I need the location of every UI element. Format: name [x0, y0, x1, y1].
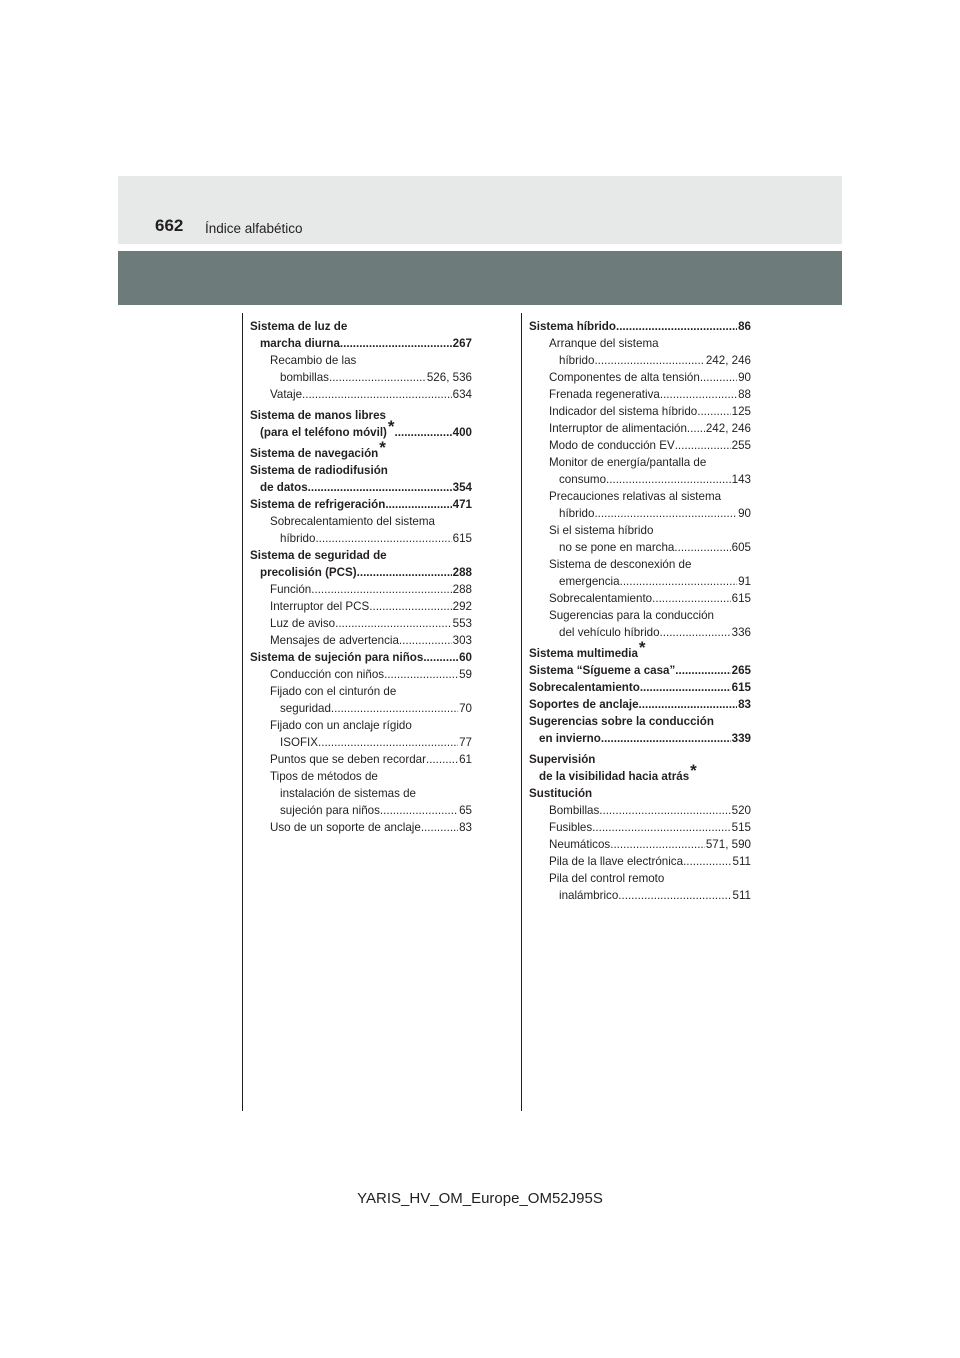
index-entry-text: ISOFIX	[280, 736, 319, 749]
dot-leader	[594, 352, 704, 369]
dot-leader	[610, 836, 705, 853]
dot-leader	[384, 666, 458, 683]
page-reference: 65	[459, 804, 472, 817]
index-entry	[529, 590, 751, 607]
page-reference: 526, 536	[426, 371, 472, 384]
index-entry	[250, 632, 472, 649]
dot-leader	[395, 424, 452, 441]
page-reference: 255	[731, 439, 751, 452]
index-entry	[529, 318, 751, 335]
dot-leader	[421, 819, 458, 836]
index-entry	[250, 386, 472, 403]
index-entry-text: de la visibilidad hacia atrás	[539, 770, 690, 783]
page-reference: 86	[738, 320, 751, 333]
index-entry	[529, 522, 751, 556]
page-reference: 242, 246	[705, 422, 751, 435]
index-entry-text: Vataje	[270, 388, 303, 401]
index-entry	[250, 513, 472, 547]
dot-leader	[683, 853, 731, 870]
index-entry-text: Monitor de energía/pantalla de	[549, 456, 707, 469]
dot-leader	[423, 649, 458, 666]
dot-leader	[318, 734, 458, 751]
index-entry-text: inalámbrico	[559, 889, 619, 902]
page-reference: 91	[738, 575, 751, 588]
index-entry-text: Modo de conducción EV	[549, 439, 675, 452]
index-entry	[529, 420, 751, 437]
index-entry	[250, 768, 472, 819]
dot-leader	[601, 730, 731, 747]
index-entry-text: Componentes de alta tensión	[549, 371, 700, 384]
index-entry	[529, 836, 751, 853]
page-reference: 242, 246	[705, 354, 751, 367]
index-entry	[250, 751, 472, 768]
index-entry	[250, 318, 472, 352]
index-entry-text: seguridad	[280, 702, 331, 715]
dot-leader	[380, 802, 458, 819]
index-entry-text: Sistema de seguridad de	[250, 549, 387, 562]
page-reference: 339	[731, 732, 751, 745]
index-entry-text: Uso de un soporte de anclaje	[270, 821, 421, 834]
page-number: 662	[155, 216, 184, 235]
index-entry-text: Fijado con el cinturón de	[270, 685, 397, 698]
index-entry-text: sujeción para niños	[280, 804, 380, 817]
index-entry-text: Sugerencias sobre la conducción	[529, 715, 714, 728]
index-entry	[250, 547, 472, 581]
page-reference: 605	[731, 541, 751, 554]
dot-leader	[592, 819, 730, 836]
page-reference: 571, 590	[705, 838, 751, 851]
page-reference: 267	[452, 337, 472, 350]
dot-leader	[369, 598, 451, 615]
index-entry-text: (para el teléfono móvil)	[260, 426, 387, 439]
page-reference: 303	[452, 634, 472, 647]
document-code: YARIS_HV_OM_Europe_OM52J95S	[357, 1190, 603, 1207]
index-entry-text: Sugerencias para la conducción	[549, 609, 714, 622]
index-entry-text: Sistema “Sígueme a casa”	[529, 664, 676, 677]
index-entry-text: Sistema de navegación	[250, 447, 379, 460]
page-reference: 354	[452, 481, 472, 494]
index-entry-text: Interruptor del PCS	[270, 600, 370, 613]
index-entry-text: en invierno	[539, 732, 601, 745]
dot-leader	[399, 632, 452, 649]
dot-leader	[329, 369, 426, 386]
index-entry	[529, 785, 751, 802]
index-entry	[529, 870, 751, 904]
index-entry	[529, 437, 751, 454]
page-reference: 59	[459, 668, 472, 681]
index-entry-text: Conducción con niños	[270, 668, 385, 681]
index-entry	[529, 853, 751, 870]
dot-leader	[675, 437, 731, 454]
index-entry-text: del vehículo híbrido	[559, 626, 660, 639]
index-entry	[250, 581, 472, 598]
page-reference: 400	[452, 426, 472, 439]
dot-leader	[640, 679, 731, 696]
dot-leader	[616, 318, 737, 335]
index-entry-text: Interruptor de alimentación	[549, 422, 687, 435]
index-entry-text: precolisión (PCS)	[260, 566, 357, 579]
page-reference: 553	[452, 617, 472, 630]
index-entry-text: Luz de aviso	[270, 617, 336, 630]
index-entry-text: Pila del control remoto	[549, 872, 665, 885]
index-entry	[250, 649, 472, 666]
dot-leader	[385, 496, 451, 513]
column-rule-middle	[521, 313, 522, 1111]
index-entry	[250, 598, 472, 615]
page-reference: 60	[459, 651, 472, 664]
index-column-right	[529, 318, 751, 904]
index-entry-text: Neumáticos	[549, 838, 611, 851]
dot-leader	[660, 386, 737, 403]
index-entry-text: Tipos de métodos de	[270, 770, 378, 783]
dot-leader	[340, 335, 452, 352]
index-entry	[250, 666, 472, 683]
index-entry-text: Supervisión	[529, 753, 596, 766]
index-entry	[529, 662, 751, 679]
index-entry-text: híbrido	[559, 354, 595, 367]
dot-leader	[308, 479, 452, 496]
index-entry-text: Sobrecalentamiento	[549, 592, 653, 605]
section-title: Índice alfabético	[205, 221, 303, 236]
index-entry	[529, 369, 751, 386]
dot-leader	[618, 887, 731, 904]
index-entry-text: Sistema de radiodifusión	[250, 464, 388, 477]
page-reference: 615	[731, 681, 751, 694]
index-entry-text: Fusibles	[549, 821, 593, 834]
page-reference: 288	[452, 566, 472, 579]
index-entry-text: bombillas	[280, 371, 329, 384]
dot-leader	[302, 386, 452, 403]
index-entry	[250, 352, 472, 386]
dot-leader	[315, 530, 451, 547]
column-rule-left	[242, 313, 243, 1111]
page-reference: 77	[459, 736, 472, 749]
index-entry	[529, 679, 751, 696]
index-column-left	[250, 318, 472, 836]
page-reference: 511	[732, 855, 751, 868]
page-reference: 90	[738, 371, 751, 384]
page-reference: 288	[452, 583, 472, 596]
index-entry	[250, 819, 472, 836]
index-entry	[250, 496, 472, 513]
dot-leader	[652, 590, 731, 607]
page-reference: 125	[731, 405, 751, 418]
index-entry-text: Puntos que se deben recordar	[270, 753, 426, 766]
index-entry-text: instalación de sistemas de	[280, 787, 416, 800]
index-entry-text: Sistema de desconexión de	[549, 558, 692, 571]
page-reference: 615	[452, 532, 472, 545]
dot-leader	[620, 573, 738, 590]
index-entry: Sistema multimedia *	[529, 638, 646, 660]
index-entry-text: Frenada regenerativa	[549, 388, 660, 401]
dot-leader	[357, 564, 452, 581]
index-entry	[529, 713, 751, 747]
index-entry	[529, 403, 751, 420]
page-reference: 70	[459, 702, 472, 715]
dot-leader	[660, 624, 731, 641]
dot-leader	[639, 696, 738, 713]
page-reference: 265	[731, 664, 751, 677]
index-entry	[529, 488, 751, 522]
index-entry-text: Sistema de sujeción para niños	[250, 651, 424, 664]
index-entry-text: Bombillas	[549, 804, 600, 817]
index-entry-text: Recambio de las	[270, 354, 357, 367]
dot-leader	[674, 539, 730, 556]
index-entry	[529, 802, 751, 819]
index-entry-text: Indicador del sistema híbrido	[549, 405, 698, 418]
dot-leader	[697, 403, 730, 420]
index-entry-text: Mensajes de advertencia	[270, 634, 399, 647]
dot-leader	[700, 369, 737, 386]
dot-leader	[687, 420, 705, 437]
index-entry-text: híbrido	[280, 532, 316, 545]
dot-leader	[335, 615, 452, 632]
index-entry-text: consumo	[559, 473, 607, 486]
page-reference: 292	[452, 600, 472, 613]
index-entry-text: Precauciones relativas al sistema	[549, 490, 722, 503]
page-reference: 88	[738, 388, 751, 401]
index-entry-text: Fijado con un anclaje rígido	[270, 719, 412, 732]
dot-leader	[599, 802, 730, 819]
page-reference: 615	[731, 592, 751, 605]
index-entry	[250, 615, 472, 632]
page-reference: 634	[452, 388, 472, 401]
index-entry-text: Arranque del sistema	[549, 337, 659, 350]
index-entry-text: marcha diurna	[260, 337, 340, 350]
index-entry: Sistema de manos libres (para el teléfono móvil) * ..... 400	[250, 403, 472, 441]
dot-leader	[675, 662, 730, 679]
index-entry-text: emergencia	[559, 575, 620, 588]
page-reference: 61	[459, 753, 472, 766]
index-entry	[250, 683, 472, 717]
index-entry-text: Sistema multimedia	[529, 647, 638, 660]
dot-leader	[311, 581, 451, 598]
index-entry	[250, 462, 472, 496]
index-entry-text: Sistema de manos libres	[250, 409, 386, 422]
index-entry-text: Sistema de refrigeración	[250, 498, 386, 511]
index-entry-text: de datos	[260, 481, 308, 494]
index-entry-text: Función	[270, 583, 312, 596]
page-reference: 336	[731, 626, 751, 639]
index-entry: Supervisión de la visibilidad hacia atrás *	[529, 753, 697, 783]
index-entry	[529, 454, 751, 488]
index-entry-text: no se pone en marcha	[559, 541, 675, 554]
index-entry: Sistema de navegación *	[250, 438, 386, 460]
page-reference: 143	[731, 473, 751, 486]
dot-leader	[606, 471, 731, 488]
index-entry-text: Si el sistema híbrido	[549, 524, 654, 537]
dot-leader	[426, 751, 458, 768]
page-reference: 515	[731, 821, 751, 834]
index-entry-text: Sobrecalentamiento del sistema	[270, 515, 435, 528]
index-entry-text: Sustitución	[529, 787, 593, 800]
index-entry	[529, 386, 751, 403]
index-entry	[529, 556, 751, 590]
dot-leader	[594, 505, 737, 522]
page-reference: 511	[732, 889, 751, 902]
page-reference: 83	[459, 821, 472, 834]
page-reference: 90	[738, 507, 751, 520]
index-entry	[529, 696, 751, 713]
index-entry	[529, 335, 751, 369]
page-reference: 83	[738, 698, 751, 711]
index-entry-text: Sobrecalentamiento	[529, 681, 640, 694]
index-entry	[529, 607, 751, 641]
index-entry	[250, 717, 472, 751]
index-entry-text: Soportes de anclaje	[529, 698, 639, 711]
header-color-bar	[118, 251, 842, 305]
index-entry-text: Sistema híbrido	[529, 320, 616, 333]
page-reference: 520	[731, 804, 751, 817]
dot-leader	[331, 700, 458, 717]
index-entry-text: Pila de la llave electrónica	[549, 855, 684, 868]
index-entry-text: híbrido	[559, 507, 595, 520]
index-entry-text: Sistema de luz de	[250, 320, 348, 333]
index-entry	[529, 819, 751, 836]
page-reference: 471	[452, 498, 472, 511]
